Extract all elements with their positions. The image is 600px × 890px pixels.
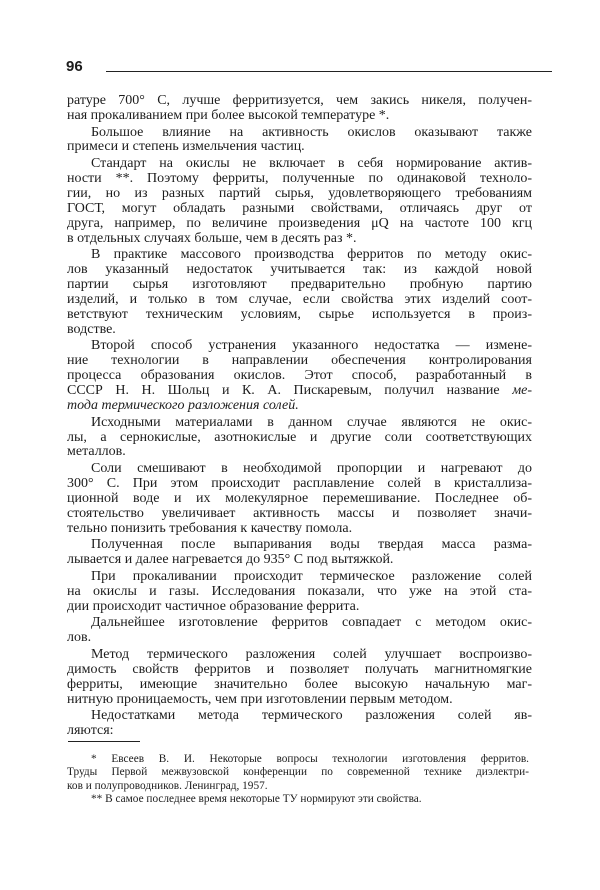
italic-term: ме- [512, 383, 532, 399]
text-line: лов указанный недостаток учитывается так: из каждой новой [67, 262, 532, 278]
paragraph [67, 416, 532, 461]
text-line: металлов. [67, 444, 126, 460]
text-line: ферриты, имеющие значительно более высокую начальную маг- [67, 676, 532, 692]
text-line: Большое влияние на активность окислов оказывают также [91, 124, 532, 140]
text-line: в отдельных случаях больше, чем в десять раз *. [67, 230, 357, 246]
text-segment: СССР Н. Н. Шольц и К. А. Пискаревым, получил название [67, 383, 513, 399]
text-line: тода термического разложения солей. [67, 398, 299, 413]
paragraph [67, 248, 532, 337]
header-rule [106, 71, 552, 72]
footnote-line: ков и полупроводников. Ленинград, 1957. [67, 779, 268, 792]
page-header [66, 58, 552, 78]
paragraph [67, 538, 532, 568]
text-line: нитную проницаемость, чем при изготовлении первым методом. [67, 691, 453, 707]
text-line: водстве. [67, 321, 116, 337]
paragraph [67, 616, 532, 646]
text-line: Стандарт на окислы не включает в себя нормирование актив- [91, 156, 532, 172]
paragraph [67, 462, 532, 536]
body-text [67, 94, 532, 739]
footnote [67, 793, 529, 806]
text-line: стоятельство увеличивает активность массы и позволяет значи- [67, 505, 532, 521]
text-line: ветствуют техническим условиям, сырье используется в произ- [67, 306, 532, 322]
text-line: Дальнейшее изготовление ферритов совпадает с методом окис- [91, 615, 532, 631]
text-line: на окислы и газы. Исследования показали, что уже на этой ста- [67, 583, 532, 599]
text-line: При прокаливании происходит термическое разложение солей [91, 568, 532, 584]
text-line: димость свойств ферритов и позволяет получать магнитномягкие [67, 661, 532, 677]
text-line: лы, а сернокислые, азотнокислые и другие соли соответствующих [67, 429, 532, 445]
text-line: друга, например, по величине произведения μQ на частоте 100 кгц [67, 215, 532, 231]
text-line: ляются: [67, 723, 114, 739]
text-line: В практике массового производства ферритов по методу окис- [91, 247, 532, 263]
text-line: Полученная после выпаривания воды твердая масса размa- [91, 537, 532, 553]
paragraph [67, 94, 532, 124]
text-line: Второй способ устранения указанного недостатка — измене- [91, 338, 532, 354]
footnote-line: ** В самое последнее время некоторые ТУ нормируют эти свойства. [91, 793, 422, 806]
text-line: ности **. Поэтому ферриты, полученные по одинаковой техноло- [67, 171, 532, 187]
text-line: Недостатками метода термического разложения солей яв- [91, 708, 532, 724]
text-line: ционной воде и их молекулярное перемешивание. Последнее об- [67, 490, 532, 506]
text-line: 300° С. При этом происходит расплавление солей в кристаллиза- [67, 476, 532, 492]
text-line: лывается и далее нагревается до 935° С под вытяжкой. [67, 552, 394, 568]
text-line: лов. [67, 630, 92, 646]
paragraph [67, 570, 532, 615]
text-line: ратуре 700° С, лучше ферритизуется, чем закись никеля, получен- [67, 93, 532, 108]
footnote [67, 753, 529, 793]
text-line: ГОСТ, могут обладать разными свойствами, отличаясь друг от [67, 200, 532, 216]
paragraph [67, 126, 532, 156]
paragraph [67, 157, 532, 246]
text-line: изделий, и только в том случае, если свойства этих изделий соот- [67, 291, 532, 307]
footnote-line: * Евсеев В. И. Некоторые вопросы технологии изготовления ферритов. [91, 753, 529, 765]
text-line: Метод термического разложения солей улучшает воспроизво- [91, 647, 532, 663]
text-line: примеси и степень измельчения частиц. [67, 139, 305, 155]
footnote-line: Труды Первой межвузовской конференции по современной технике диэлектри- [67, 766, 529, 779]
text-line: гии, но из разных партий сырья, удовлетворяющего требованиям [67, 185, 532, 201]
text-line: ная прокаливанием при более высокой температуре *. [67, 107, 390, 123]
paragraph [67, 648, 532, 708]
page-number: 96 [66, 58, 83, 75]
paragraph [67, 709, 532, 739]
text-line: партии сырья изготовляют предварительно пробную партию [67, 277, 532, 293]
footnote-separator [68, 741, 140, 742]
text-line: ние технологии в направлении обеспечения контролирования [67, 353, 532, 369]
text-line: тельно понизить требования к качеству помола. [67, 520, 353, 536]
text-line: процесса образования окислов. Этот способ, разработанный в [67, 368, 532, 384]
text-line [67, 384, 532, 399]
paragraph [67, 339, 532, 413]
footnotes [67, 753, 529, 807]
text-line: Исходными материалами в данном случае являются не окис- [91, 414, 532, 430]
text-line: дии происходит частичное образование феррита. [67, 598, 360, 614]
text-line: Соли смешивают в необходимой пропорции и нагревают до [91, 461, 532, 477]
